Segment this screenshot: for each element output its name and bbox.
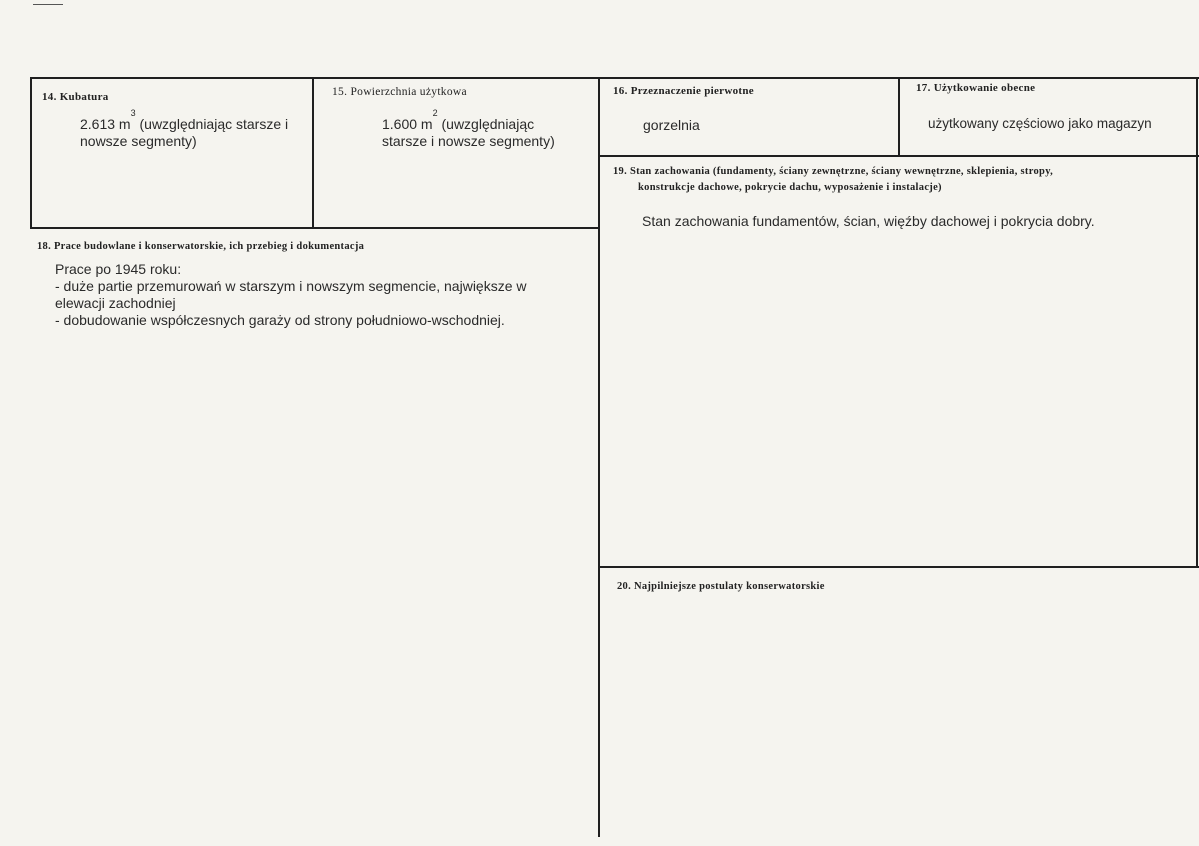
section-19-label-line2: konstrukcje dachowe, pokrycie dachu, wyposażenie i instalacje) <box>638 182 942 193</box>
section-16-value: gorzelnia <box>643 117 700 133</box>
section-17-value: użytkowany częściowo jako magazyn <box>928 116 1152 131</box>
section-19-value: Stan zachowania fundamentów, ścian, więźby dachowej i pokrycia dobry. <box>642 213 1095 229</box>
section-18-line-3: elewacji zachodniej <box>55 295 176 311</box>
grid-line-14-15 <box>312 77 314 229</box>
section-15-value-rest: (uwzględniając <box>437 116 535 132</box>
grid-line-right <box>1196 77 1198 567</box>
section-16-label: 16. Przeznaczenie pierwotne <box>613 85 754 97</box>
section-18-line-1: Prace po 1945 roku: <box>55 261 182 277</box>
section-14-value <box>80 108 320 150</box>
section-14-value-number: 2.613 m <box>80 116 131 132</box>
section-14-value-sup: 3 <box>130 108 136 118</box>
grid-line-above-20 <box>598 566 1199 568</box>
grid-line-under-14-15 <box>30 227 599 229</box>
section-15-value <box>382 108 582 150</box>
section-14-value-line2: nowsze segmenty) <box>80 133 197 149</box>
section-19-label-line1: 19. Stan zachowania (fundamenty, ściany zewnętrzne, ściany wewnętrzne, sklepienia, stropy, <box>613 166 1054 177</box>
section-18-label: 18. Prace budowlane i konserwatorskie, ich przebieg i dokumentacja <box>37 241 365 252</box>
section-17-label: 17. Użytkowanie obecne <box>916 82 1036 94</box>
section-15-value-number: 1.600 m <box>382 116 433 132</box>
section-15-value-line2: starsze i nowsze segmenty) <box>382 133 555 149</box>
section-18-line-4: - dobudowanie współczesnych garaży od strony południowo-wschodniej. <box>55 312 505 328</box>
section-15-label: 15. Powierzchnia użytkowa <box>332 86 467 98</box>
scan-mark <box>33 4 63 5</box>
grid-line-left <box>30 77 32 229</box>
section-20-label: 20. Najpilniejsze postulaty konserwatorskie <box>617 581 825 592</box>
grid-line-top <box>30 77 1199 79</box>
section-14-value-rest: (uwzględniając starsze i <box>135 116 289 132</box>
grid-line-under-16-17 <box>598 155 1199 157</box>
grid-line-center <box>598 77 600 837</box>
section-18-line-2: - duże partie przemurowań w starszym i nowszym segmencie, największe w <box>55 278 527 294</box>
grid-line-16-17 <box>898 77 900 157</box>
section-15-value-sup: 2 <box>432 108 438 118</box>
section-18-value <box>55 261 569 329</box>
section-14-label: 14. Kubatura <box>42 91 109 103</box>
